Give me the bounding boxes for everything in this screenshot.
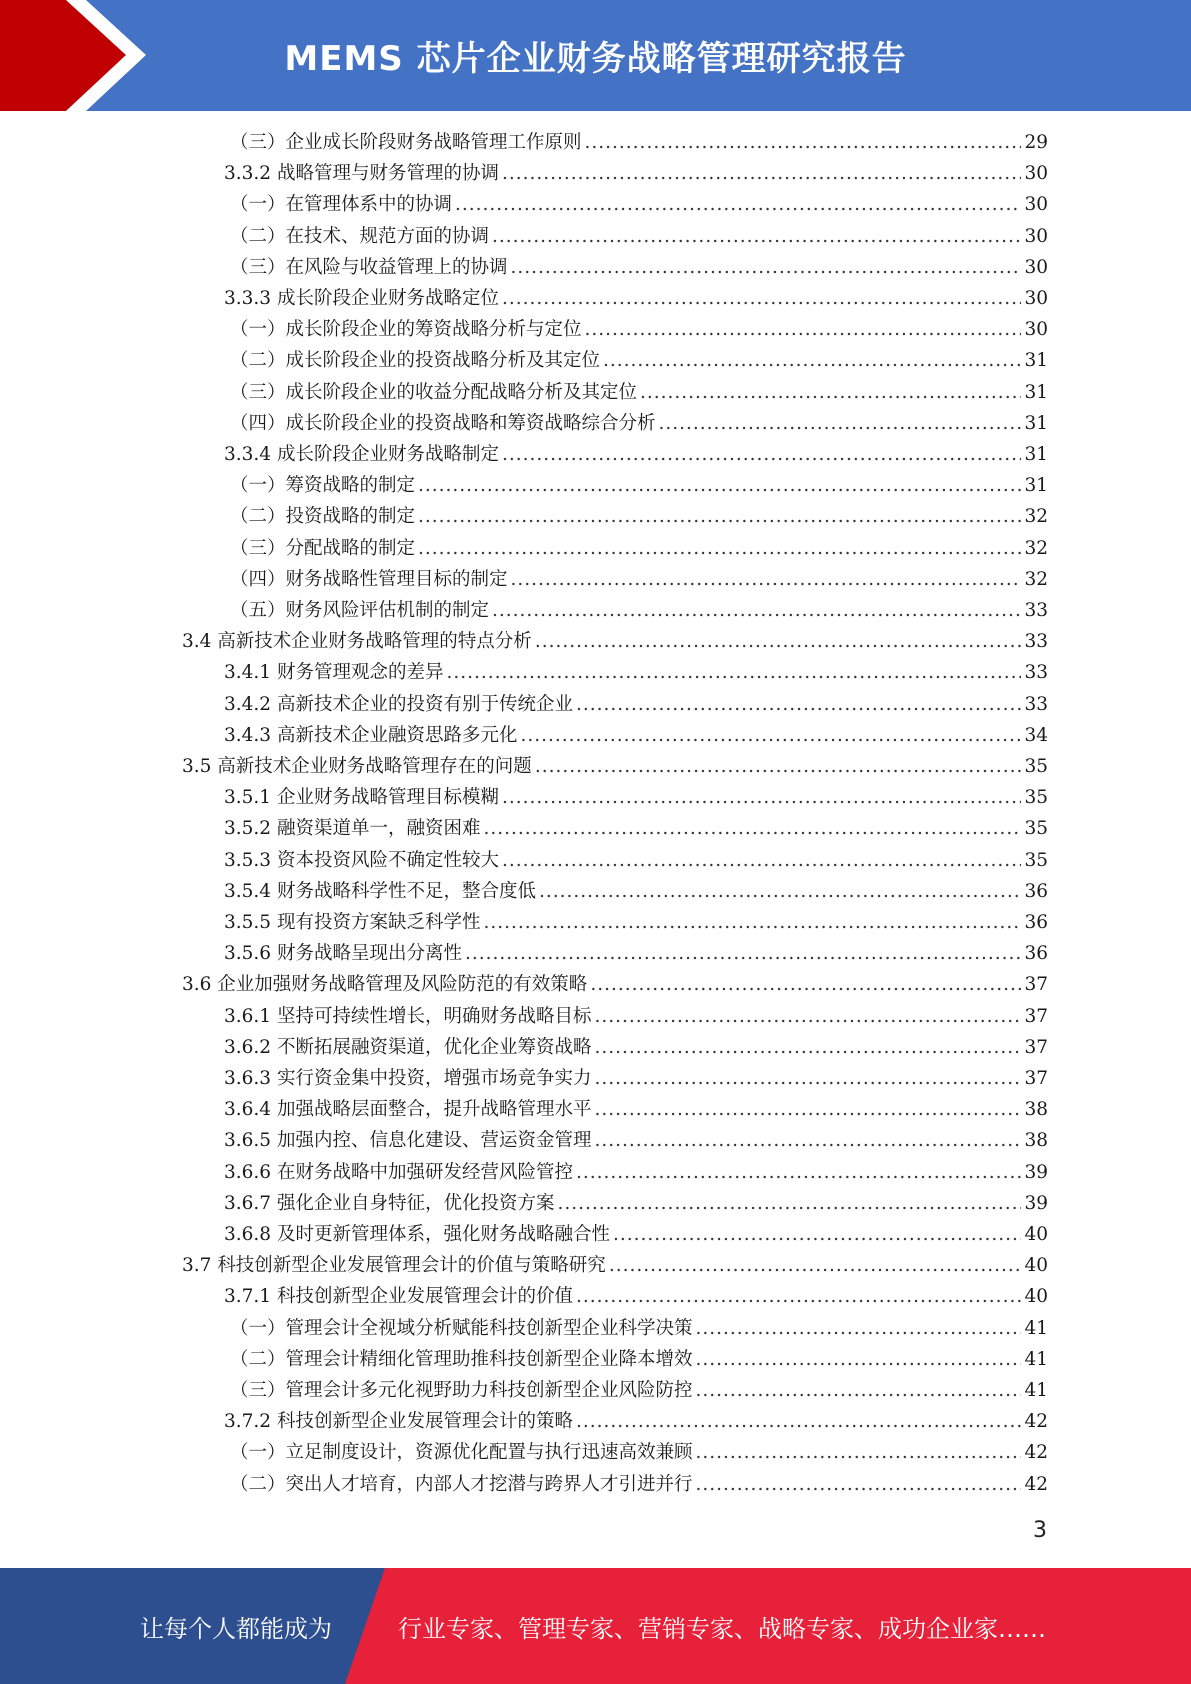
toc-leader-dots (502, 439, 1021, 470)
toc-entry[interactable] (182, 969, 1048, 1000)
toc-entry-page: 39 (1024, 1192, 1048, 1214)
toc-entry-label: 3.6.4 加强战略层面整合，提升战略管理水平 (224, 1099, 592, 1121)
toc-entry-page: 31 (1024, 350, 1048, 372)
toc-entry-label: （二）投资战略的制定 (230, 506, 416, 528)
toc-entry-page: 31 (1024, 412, 1048, 434)
toc-entry[interactable] (224, 938, 1048, 969)
toc-entry-label: 3.7 科技创新型企业发展管理会计的价值与策略研究 (182, 1255, 606, 1277)
toc-entry-label: 3.5.4 财务战略科学性不足，整合度低 (224, 880, 536, 902)
toc-leader-dots (594, 1001, 1021, 1032)
toc-entry[interactable] (230, 345, 1048, 376)
footer-slogan-right: 行业专家、管理专家、营销专家、战略专家、成功企业家…… (398, 1614, 1046, 1643)
toc-entry-page: 40 (1024, 1224, 1048, 1245)
toc-entry-label: 3.6.6 在财务战略中加强研发经营风险管控 (224, 1161, 573, 1183)
toc-entry-label: （四）财务战略性管理目标的制定 (230, 568, 508, 590)
toc-entry[interactable] (230, 1375, 1048, 1406)
toc-entry-label: （三）在风险与收益管理上的协调 (230, 256, 508, 278)
toc-entry-page: 39 (1024, 1161, 1048, 1183)
toc-entry[interactable] (230, 189, 1048, 220)
toc-leader-dots (640, 377, 1021, 408)
header-arrow-graphic (0, 0, 150, 111)
toc-entry[interactable] (230, 1437, 1048, 1468)
toc-leader-dots (492, 221, 1021, 252)
toc-entry-label: 3.3.2 战略管理与财务管理的协调 (224, 163, 499, 185)
toc-leader-dots (502, 782, 1021, 813)
toc-entry[interactable] (224, 907, 1048, 938)
toc-entry-page: 36 (1024, 880, 1048, 902)
toc-entry[interactable] (224, 782, 1048, 813)
toc-leader-dots (696, 1375, 1022, 1406)
toc-entry-page: 36 (1024, 943, 1048, 965)
toc-leader-dots (446, 657, 1021, 688)
toc-entry-label: 3.5.6 财务战略呈现出分离性 (224, 943, 462, 965)
toc-entry-label: 3.5.5 现有投资方案缺乏科学性 (224, 912, 481, 933)
toc-entry[interactable] (224, 1032, 1048, 1063)
toc-entry-page: 30 (1024, 163, 1048, 185)
toc-entry-label: 3.5 高新技术企业财务战略管理存在的问题 (182, 756, 532, 777)
toc-leader-dots (576, 1157, 1021, 1188)
toc-entry-label: （一）在管理体系中的协调 (230, 194, 453, 216)
toc-entry-page: 38 (1024, 1130, 1048, 1152)
toc-leader-dots (502, 283, 1021, 314)
toc-entry-page: 42 (1024, 1411, 1048, 1433)
page-header (0, 0, 1191, 111)
toc-leader-dots (696, 1344, 1022, 1375)
toc-leader-dots (594, 1032, 1021, 1063)
toc-entry[interactable] (230, 314, 1048, 345)
toc-entry[interactable] (224, 1406, 1048, 1437)
toc-entry[interactable] (182, 1250, 1048, 1281)
toc-entry[interactable] (230, 533, 1048, 564)
toc-entry[interactable] (224, 657, 1048, 688)
toc-leader-dots (418, 470, 1021, 501)
toc-entry-label: 3.3.4 成长阶段企业财务战略制定 (224, 444, 499, 465)
toc-entry-page: 33 (1024, 631, 1048, 653)
toc-entry[interactable] (230, 595, 1048, 626)
toc-entry[interactable] (230, 408, 1048, 439)
toc-entry-label: 3.5.3 资本投资风险不确定性较大 (224, 849, 499, 871)
toc-entry-page: 33 (1024, 693, 1048, 715)
report-title: MEMS 芯片企业财务战略管理研究报告 (284, 39, 907, 79)
toc-entry-page: 40 (1024, 1255, 1048, 1277)
toc-leader-dots (539, 876, 1021, 907)
toc-entry-label: （一）成长阶段企业的筹资战略分析与定位 (230, 319, 582, 341)
toc-entry-label: （三）成长阶段企业的收益分配战略分析及其定位 (230, 381, 638, 403)
toc-entry[interactable] (230, 1344, 1048, 1375)
toc-entry-page: 42 (1024, 1442, 1048, 1464)
toc-entry[interactable] (224, 1281, 1048, 1312)
toc-entry-page: 31 (1024, 475, 1048, 497)
toc-leader-dots (535, 751, 1022, 782)
toc-leader-dots (483, 907, 1021, 938)
toc-entry[interactable] (224, 1125, 1048, 1156)
toc-entry[interactable] (224, 689, 1048, 720)
toc-entry-label: 3.7.1 科技创新型企业发展管理会计的价值 (224, 1286, 573, 1308)
toc-entry[interactable] (224, 876, 1048, 907)
toc-entry[interactable] (230, 221, 1048, 252)
toc-leader-dots (576, 1406, 1021, 1437)
toc-entry-label: 3.4.3 高新技术企业融资思路多元化 (224, 724, 518, 746)
toc-entry-page: 41 (1024, 1380, 1048, 1401)
toc-entry-page: 37 (1024, 1005, 1048, 1027)
toc-leader-dots (455, 189, 1021, 220)
toc-entry-label: 3.5.2 融资渠道单一，融资困难 (224, 818, 481, 840)
toc-entry[interactable] (182, 626, 1048, 657)
toc-entry-label: （三）管理会计多元化视野助力科技创新型企业风险防控 (230, 1380, 693, 1401)
toc-entry[interactable] (224, 1094, 1048, 1125)
toc-entry-page: 32 (1024, 506, 1048, 528)
toc-entry-page: 30 (1024, 256, 1048, 278)
toc-entry[interactable] (224, 283, 1048, 314)
toc-entry-page: 41 (1024, 1317, 1048, 1339)
toc-entry-page: 35 (1024, 818, 1048, 840)
toc-leader-dots (696, 1437, 1022, 1468)
toc-entry-label: （三）企业成长阶段财务战略管理工作原则 (230, 132, 582, 153)
toc-leader-dots (585, 314, 1022, 345)
toc-entry-page: 30 (1024, 225, 1048, 247)
toc-entry[interactable] (224, 1188, 1048, 1219)
toc-entry-page: 31 (1024, 444, 1048, 465)
toc-entry-page: 29 (1024, 132, 1048, 153)
toc-leader-dots (576, 1281, 1021, 1312)
toc-entry[interactable] (224, 158, 1048, 189)
toc-entry-page: 35 (1024, 787, 1048, 809)
toc-leader-dots (659, 408, 1022, 439)
toc-entry-label: 3.6.2 不断拓展融资渠道，优化企业筹资战略 (224, 1036, 592, 1058)
toc-leader-dots (502, 158, 1021, 189)
toc-entry-label: 3.6.7 强化企业自身特征，优化投资方案 (224, 1192, 555, 1214)
toc-entry[interactable] (224, 1157, 1048, 1188)
toc-entry[interactable] (224, 845, 1048, 876)
toc-leader-dots (576, 689, 1021, 720)
toc-leader-dots (613, 1219, 1021, 1250)
toc-leader-dots (594, 1125, 1021, 1156)
toc-entry[interactable] (230, 252, 1048, 283)
toc-leader-dots (418, 533, 1021, 564)
toc-entry-label: 3.3.3 成长阶段企业财务战略定位 (224, 288, 499, 309)
footer-slogan-left: 让每个人都能成为 (140, 1614, 332, 1643)
toc-leader-dots (511, 252, 1022, 283)
toc-entry-page: 31 (1024, 381, 1048, 403)
toc-entry-label: （一）管理会计全视域分析赋能科技创新型企业科学决策 (230, 1317, 693, 1339)
toc-entry-page: 33 (1024, 662, 1048, 684)
toc-entry-page: 37 (1024, 1068, 1048, 1089)
toc-leader-dots (696, 1313, 1022, 1344)
toc-entry[interactable] (224, 439, 1048, 470)
toc-leader-dots (465, 938, 1021, 969)
toc-entry-page: 30 (1024, 319, 1048, 341)
toc-entry-label: 3.4 高新技术企业财务战略管理的特点分析 (182, 631, 532, 653)
toc-entry[interactable] (224, 1063, 1048, 1094)
toc-entry[interactable] (224, 1001, 1048, 1032)
toc-entry-page: 35 (1024, 756, 1048, 777)
toc-leader-dots (511, 564, 1022, 595)
toc-leader-dots (603, 345, 1021, 376)
toc-leader-dots (557, 1188, 1021, 1219)
toc-entry-page: 34 (1024, 724, 1048, 746)
toc-entry-page: 37 (1024, 1036, 1048, 1058)
toc-entry[interactable] (224, 813, 1048, 844)
toc-entry-page: 36 (1024, 912, 1048, 933)
toc-entry-page: 30 (1024, 288, 1048, 309)
toc-entry[interactable] (230, 501, 1048, 532)
toc-entry-label: （五）财务风险评估机制的制定 (230, 600, 490, 621)
toc-entry-label: 3.5.1 企业财务战略管理目标模糊 (224, 787, 499, 809)
toc-entry-label: （二）成长阶段企业的投资战略分析及其定位 (230, 350, 601, 372)
toc-entry-page: 30 (1024, 194, 1048, 216)
toc-entry-page: 42 (1024, 1473, 1048, 1495)
toc-entry-page: 37 (1024, 974, 1048, 996)
toc-entry[interactable] (224, 1219, 1048, 1250)
toc-entry-label: （二）突出人才培育，内部人才挖潜与跨界人才引进并行 (230, 1473, 693, 1495)
toc-entry-label: 3.6.5 加强内控、信息化建设、营运资金管理 (224, 1130, 592, 1152)
toc-leader-dots (594, 1094, 1021, 1125)
toc-entry-label: （三）分配战略的制定 (230, 537, 416, 559)
toc-entry-label: 3.7.2 科技创新型企业发展管理会计的策略 (224, 1411, 573, 1433)
toc-entry-label: （一）筹资战略的制定 (230, 475, 416, 497)
toc-entry[interactable] (182, 751, 1048, 782)
toc-entry-label: 3.6 企业加强财务战略管理及风险防范的有效策略 (182, 974, 588, 996)
toc-entry-label: 3.6.8 及时更新管理体系，强化财务战略融合性 (224, 1224, 610, 1245)
toc-entry-label: （二）管理会计精细化管理助推科技创新型企业降本增效 (230, 1348, 693, 1370)
toc-leader-dots (418, 501, 1021, 532)
toc-leader-dots (590, 969, 1021, 1000)
toc-entry-label: 3.4.1 财务管理观念的差异 (224, 662, 444, 684)
toc-entry[interactable] (224, 720, 1048, 751)
toc-entry-label: 3.6.1 坚持可持续性增长，明确财务战略目标 (224, 1005, 592, 1027)
toc-leader-dots (609, 1250, 1022, 1281)
toc-entry-label: （二）在技术、规范方面的协调 (230, 225, 490, 247)
toc-entry-label: （四）成长阶段企业的投资战略和筹资战略综合分析 (230, 412, 656, 434)
toc-entry[interactable] (230, 377, 1048, 408)
toc-leader-dots (535, 626, 1022, 657)
toc-leader-dots (696, 1469, 1022, 1500)
toc-entry-page: 41 (1024, 1348, 1048, 1370)
toc-leader-dots (585, 127, 1022, 158)
toc-entry-label: 3.6.3 实行资金集中投资，增强市场竞争实力 (224, 1068, 592, 1089)
toc-entry-label: 3.4.2 高新技术企业的投资有别于传统企业 (224, 693, 573, 715)
toc-entry-page: 33 (1024, 600, 1048, 621)
toc-leader-dots (520, 720, 1021, 751)
toc-leader-dots (492, 595, 1021, 626)
toc-leader-dots (594, 1063, 1021, 1094)
toc-entry-label: （一）立足制度设计，资源优化配置与执行迅速高效兼顾 (230, 1442, 693, 1464)
toc-entry-page: 40 (1024, 1286, 1048, 1308)
toc-entry-page: 35 (1024, 849, 1048, 871)
toc-entry-page: 32 (1024, 537, 1048, 559)
toc-entry-page: 38 (1024, 1099, 1048, 1121)
toc-entry[interactable] (230, 1313, 1048, 1344)
toc-leader-dots (483, 813, 1021, 844)
page-footer (0, 1568, 1191, 1684)
toc-entry[interactable] (230, 470, 1048, 501)
page-number: 3 (1033, 1518, 1047, 1543)
toc-entry[interactable] (230, 564, 1048, 595)
toc-entry-page: 32 (1024, 568, 1048, 590)
toc-leader-dots (502, 845, 1021, 876)
toc-entry[interactable] (230, 127, 1048, 158)
toc-entry[interactable] (230, 1469, 1048, 1500)
